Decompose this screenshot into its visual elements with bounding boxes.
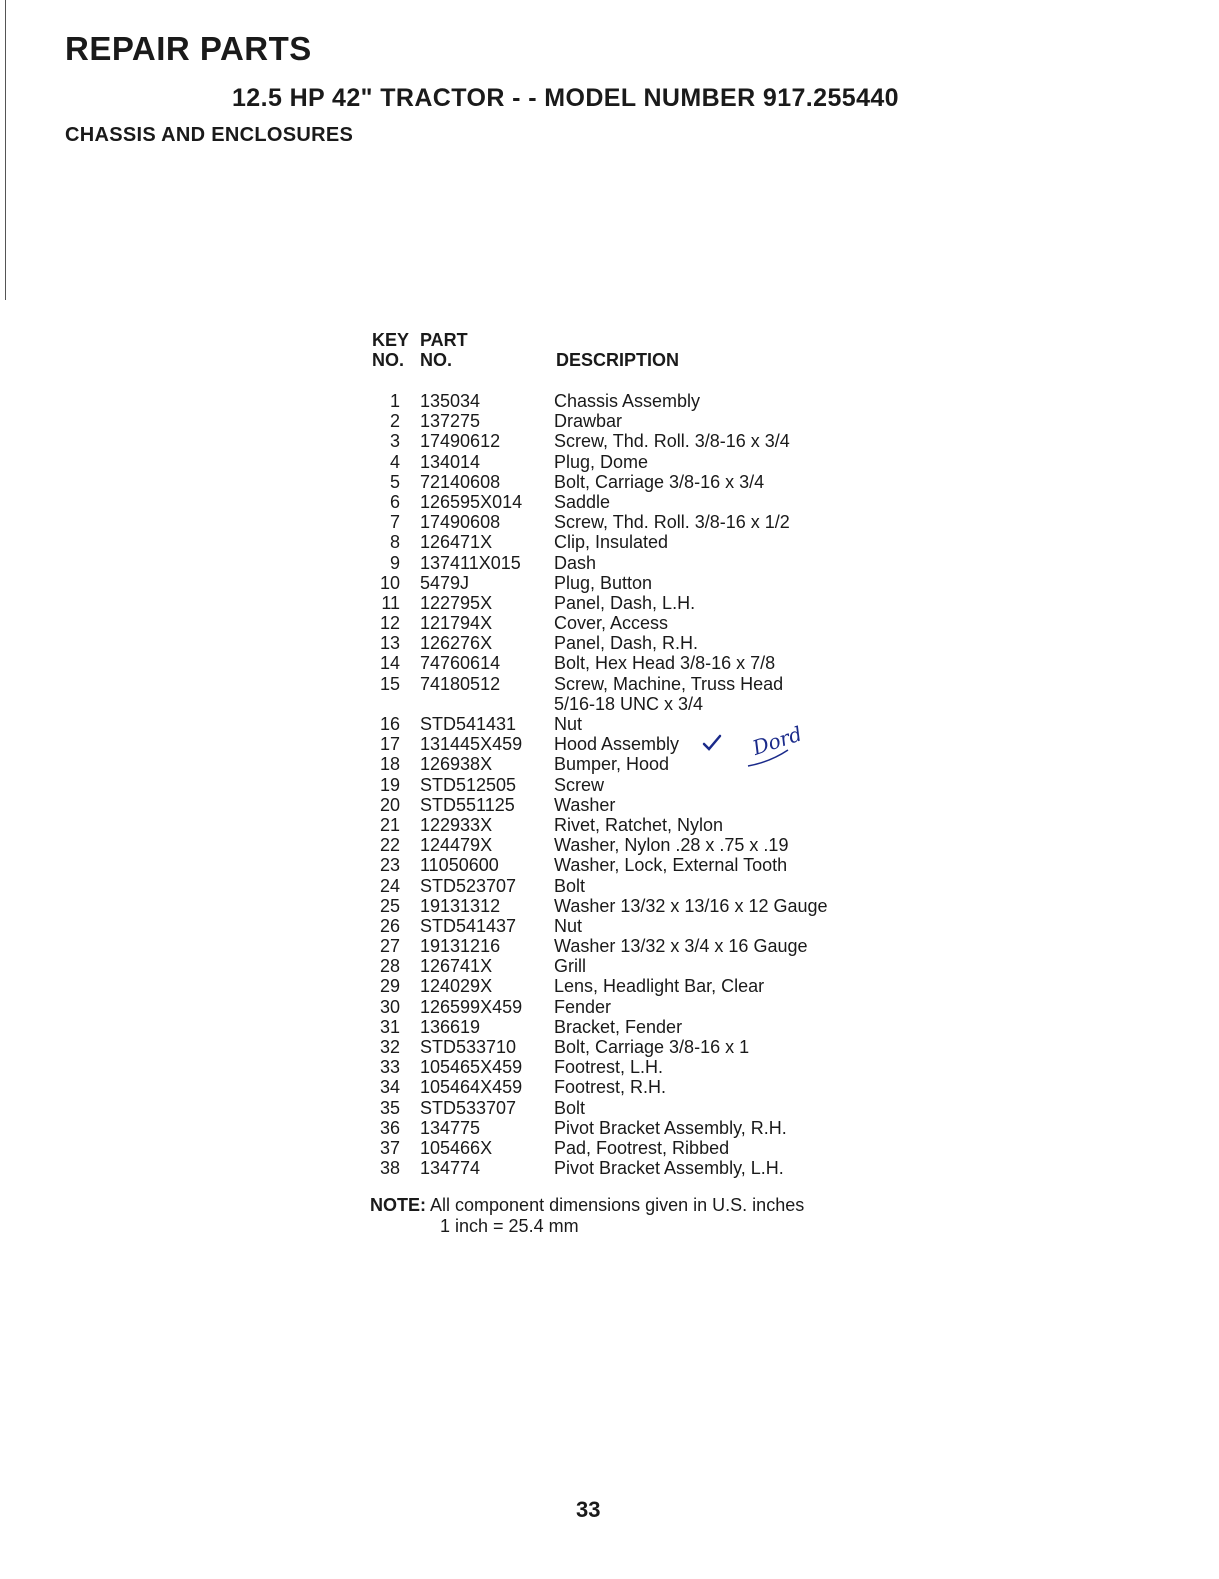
description-cell: Rivet, Ratchet, Nylon [554, 814, 724, 835]
description-cell: Washer 13/32 x 13/16 x 12 Gauge [554, 895, 828, 916]
key-no-cell: 35 [379, 1097, 400, 1118]
key-no-cell: 22 [379, 835, 400, 856]
part-no-cell: 131445X459 [420, 734, 523, 755]
description-cell: Washer, Nylon .28 x .75 x .19 [554, 835, 789, 856]
key-no-cell: 31 [379, 1016, 400, 1037]
key-no-cell: 19 [379, 774, 400, 795]
description-cell: Screw, Thd. Roll. 3/8-16 x 3/4 [554, 431, 790, 452]
description-cell: Saddle [554, 491, 611, 512]
description-cell: Nut [554, 915, 583, 936]
description-cell: Dash [554, 552, 597, 573]
key-no-cell: 21 [379, 814, 400, 835]
part-no-cell: STD523707 [420, 875, 517, 896]
part-no-cell: 126938X [420, 754, 493, 775]
description-header: DESCRIPTION [556, 350, 680, 370]
part-no-cell: 19131312 [420, 895, 501, 916]
key-no-cell: 14 [379, 653, 400, 674]
part-no-cell: STD551125 [420, 794, 515, 815]
part-no-cell: 74760614 [420, 653, 501, 674]
part-no-cell: STD541431 [420, 714, 517, 734]
part-no-header: PART NO. [420, 330, 468, 370]
key-no-cell: 32 [379, 1037, 400, 1057]
note-conversion: 1 inch = 25.4 mm [440, 1216, 579, 1236]
description-cell: Bolt, Carriage 3/8-16 x 3/4 [554, 471, 765, 492]
part-no-cell: 19131216 [420, 936, 501, 957]
key-no-cell: 20 [379, 794, 400, 815]
part-no-cell: 122933X [420, 814, 493, 835]
part-no-cell: 126599X459 [420, 996, 523, 1017]
description-cell: Clip, Insulated [554, 532, 669, 553]
part-no-cell: 121794X [420, 613, 493, 634]
part-no-cell: 134774 [420, 1158, 481, 1179]
key-no-cell: 18 [379, 754, 400, 775]
description-cell: Washer 13/32 x 3/4 x 16 Gauge [554, 936, 808, 957]
handwritten-annotation [700, 712, 820, 772]
description-cell: Footrest, L.H. [554, 1057, 664, 1078]
part-no-cell: 137411X015 [420, 552, 521, 573]
key-no-cell: 9 [389, 552, 400, 573]
key-no-cell: 36 [379, 1117, 400, 1138]
key-no-header: KEY NO. [372, 330, 410, 370]
check-mark [704, 736, 720, 749]
key-no-cell: 37 [379, 1137, 400, 1158]
key-no-cell: 28 [379, 956, 400, 977]
part-no-cell: 136619 [420, 1016, 481, 1037]
page-number: 33 [576, 1497, 601, 1522]
key-no-cell: 3 [389, 431, 400, 452]
part-no-cell: 126276X [420, 633, 493, 654]
description-cell: Screw [554, 774, 605, 795]
description-cell: Pivot Bracket Assembly, R.H. [554, 1117, 787, 1138]
key-no-cell: 10 [379, 572, 400, 593]
handwritten-note: Dord [749, 721, 805, 760]
key-no-cell: 15 [379, 673, 400, 694]
key-no-cell: 2 [389, 411, 400, 432]
description-cell: Lens, Headlight Bar, Clear [554, 976, 765, 997]
part-no-cell: STD533710 [420, 1037, 517, 1057]
key-no-cell: 1 [389, 391, 400, 411]
description-cell: Hood Assembly [554, 734, 680, 755]
key-no-cell: 16 [379, 714, 400, 734]
description-cell: Pivot Bracket Assembly, L.H. [554, 1158, 784, 1179]
part-no-cell: 17490608 [420, 512, 501, 533]
description-cell: Bolt [554, 875, 586, 896]
key-no-cell: 23 [379, 855, 400, 876]
part-no-cell: 72140608 [420, 471, 501, 492]
description-cell: Drawbar [554, 411, 623, 432]
description-cell: Pad, Footrest, Ribbed [554, 1137, 730, 1158]
note-label: NOTE: [370, 1195, 426, 1215]
part-no-cell: STD512505 [420, 774, 517, 795]
description-cell: Footrest, R.H. [554, 1077, 667, 1098]
key-no-cell: 26 [379, 915, 400, 936]
description-cell: Chassis Assembly [554, 391, 701, 411]
key-no-cell: 12 [379, 613, 400, 634]
scan-edge-line [5, 0, 6, 300]
page-title: REPAIR PARTS [65, 30, 312, 67]
key-no-cell: 13 [379, 633, 400, 654]
description-cell: Panel, Dash, R.H. [554, 633, 699, 654]
description-cell: 5/16-18 UNC x 3/4 [554, 693, 704, 714]
part-no-cell: 137275 [420, 411, 481, 432]
key-no-cell: 4 [389, 451, 400, 472]
description-cell: Washer [554, 794, 616, 815]
part-no-cell: 105466X [420, 1137, 493, 1158]
key-no-cell: 7 [389, 512, 400, 533]
dimension-note [370, 1195, 805, 1236]
description-cell: Screw, Machine, Truss Head [554, 673, 784, 694]
part-no-cell: 105465X459 [420, 1057, 523, 1078]
part-no-cell: 126471X [420, 532, 493, 553]
part-no-cell: STD533707 [420, 1097, 517, 1118]
description-cell: Plug, Dome [554, 451, 649, 472]
description-cell: Bolt, Carriage 3/8-16 x 1 [554, 1037, 750, 1057]
key-no-cell: 25 [379, 895, 400, 916]
description-cell: Bolt [554, 1097, 586, 1118]
key-no-cell: 8 [389, 532, 400, 553]
part-no-cell: 134775 [420, 1117, 481, 1138]
key-no-cell: 33 [379, 1057, 400, 1078]
part-no-cell: 5479J [420, 572, 470, 593]
description-cell: Panel, Dash, L.H. [554, 592, 696, 613]
description-cell: Washer, Lock, External Tooth [554, 855, 788, 876]
key-no-cell: 38 [379, 1158, 400, 1179]
part-no-cell: 134014 [420, 451, 481, 472]
note-text: All component dimensions given in U.S. inches [430, 1195, 805, 1215]
part-no-cell: 122795X [420, 592, 493, 613]
section-heading: CHASSIS AND ENCLOSURES [65, 124, 354, 146]
description-cell: Nut [554, 714, 583, 734]
part-no-cell: 74180512 [420, 673, 501, 694]
key-no-cell: 24 [379, 875, 400, 896]
description-cell: Plug, Button [554, 572, 653, 593]
key-no-cell: 11 [381, 592, 400, 613]
key-no-cell: 17 [379, 734, 400, 755]
description-cell: Fender [554, 996, 612, 1017]
key-no-cell: 6 [389, 491, 400, 512]
key-no-cell: 30 [379, 996, 400, 1017]
part-no-cell: 126595X014 [420, 491, 523, 512]
part-no-cell: 135034 [420, 391, 481, 411]
part-no-cell: 17490612 [420, 431, 501, 452]
part-no-cell: 105464X459 [420, 1077, 523, 1098]
key-no-cell: 34 [379, 1077, 400, 1098]
model-subtitle: 12.5 HP 42" TRACTOR - - MODEL NUMBER 917.255440 [232, 84, 899, 112]
part-no-cell: STD541437 [420, 915, 517, 936]
key-no-cell: 27 [379, 936, 400, 957]
key-no-cell: 5 [389, 471, 400, 492]
description-cell: Bolt, Hex Head 3/8-16 x 7/8 [554, 653, 776, 674]
part-no-cell: 11050600 [420, 855, 499, 876]
part-no-cell: 124029X [420, 976, 493, 997]
description-cell: Bracket, Fender [554, 1016, 683, 1037]
part-no-cell: 126741X [420, 956, 493, 977]
part-no-cell: 124479X [420, 835, 493, 856]
description-cell: Cover, Access [554, 613, 669, 634]
description-cell: Bumper, Hood [554, 754, 670, 775]
description-cell: Screw, Thd. Roll. 3/8-16 x 1/2 [554, 512, 790, 533]
description-cell: Grill [554, 956, 586, 977]
key-no-cell: 29 [379, 976, 400, 997]
